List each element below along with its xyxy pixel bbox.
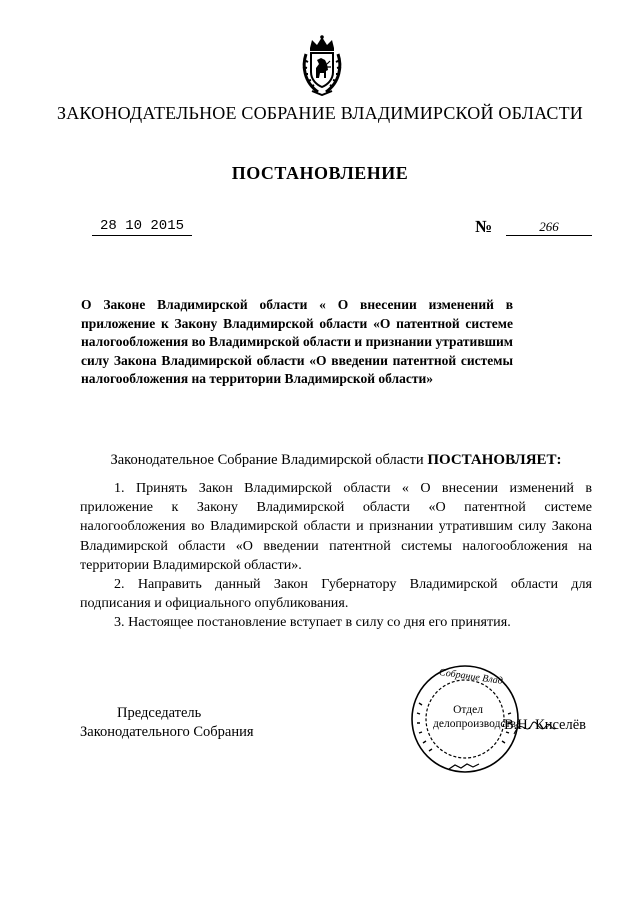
svg-text:Собрание Влад: Собрание Влад bbox=[438, 667, 504, 687]
stamp-line1: Отдел bbox=[453, 704, 483, 716]
number-label: № bbox=[475, 217, 493, 236]
document-number: 266 bbox=[506, 218, 592, 236]
preamble bbox=[80, 452, 592, 469]
resolution-point: 1. Принять Закон Владимирской области « О внесении изменений в приложение к Закону Владимирской области «О патентной системе налогообложения во Владимирской области и признании утратившим силу Закона Владимирской области «О введении патентной системы налогообложения на территории Владимирской области». bbox=[80, 480, 592, 573]
resolution-points bbox=[80, 479, 592, 633]
signer-position-line2: Законодательного Собрания bbox=[80, 723, 254, 740]
resolution-point: 3. Настоящее постановление вступает в силу со дня его принятия. bbox=[114, 614, 511, 631]
resolution-point: 2. Направить данный Закон Губернатору Владимирской области для подписания и официального опубликования. bbox=[80, 576, 592, 612]
document-date: 28 10 2015 bbox=[92, 218, 192, 236]
signer-position-line1: Председатель bbox=[117, 705, 202, 721]
signer-position bbox=[80, 704, 254, 741]
decree-word: ПОСТАНОВЛЯЕТ: bbox=[427, 452, 562, 468]
document-type: ПОСТАНОВЛЕНИЕ bbox=[231, 163, 409, 183]
preamble-text: Законодательное Собрание Владимирской области bbox=[110, 452, 424, 468]
coat-of-arms-icon bbox=[300, 34, 344, 96]
signer-name: В.Н. Киселёв bbox=[504, 717, 587, 733]
stamp-line2: делопроизводства bbox=[433, 718, 521, 730]
document-heading: О Законе Владимирской области « О внесении изменений в приложение к Закону Владимирской области «О патентной системе налогообложения во Владимирской области и признании утратившим силу Закона Владимирской области «О введении патентной системы налогообложения на территории Владимирской области» bbox=[81, 297, 513, 387]
organization-title: ЗАКОНОДАТЕЛЬНОЕ СОБРАНИЕ ВЛАДИМИРСКОЙ ОБЛАСТИ bbox=[57, 103, 583, 123]
stamp-department bbox=[433, 703, 521, 731]
